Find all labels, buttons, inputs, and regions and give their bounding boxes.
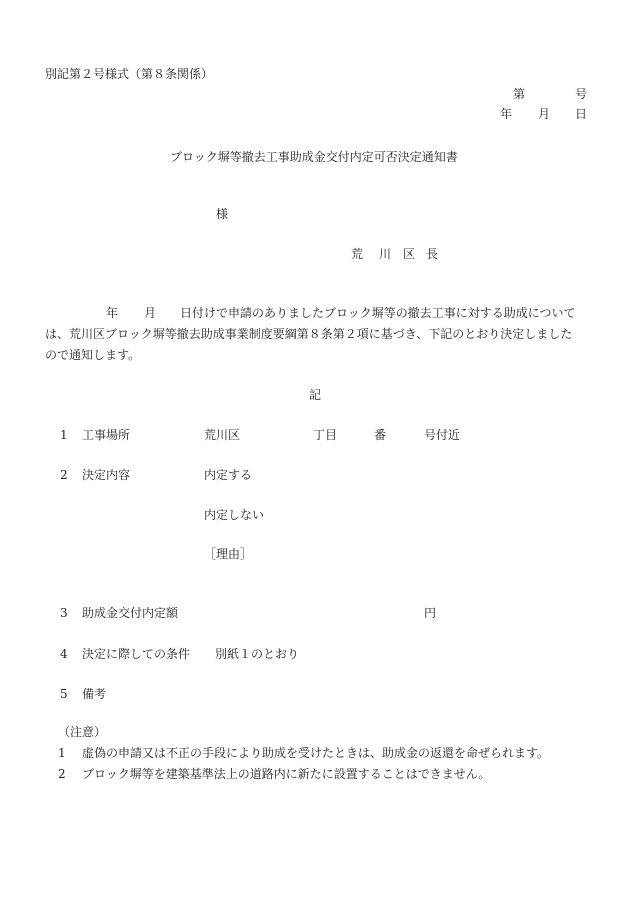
body-month: 月: [144, 306, 157, 320]
date-day: 日: [575, 107, 588, 121]
date-month: 月: [538, 107, 551, 121]
item1-number: 1: [60, 428, 68, 442]
item1-ward: 荒川区: [204, 428, 241, 442]
item2-reason: ［理由］: [204, 547, 253, 561]
item2-option-approve: 内定する: [204, 468, 253, 482]
item3-label: 助成金交付内定額: [82, 606, 179, 620]
issuer-char-2: 川: [379, 247, 392, 261]
form-id: 別記第２号様式（第８条関係）: [45, 67, 214, 81]
body-line-1: 日付けで申請のありましたブロック塀等の撤去工事に対する助成について: [180, 306, 576, 320]
issuer-char-1: 荒: [351, 247, 364, 261]
body-line-3: ので通知します。: [45, 348, 141, 362]
body-year: 年: [106, 306, 119, 320]
ki-heading: 記: [309, 388, 322, 402]
notes-heading: （注意）: [58, 725, 107, 739]
item1-chome: 丁目: [313, 428, 338, 442]
item5-number: 5: [60, 687, 68, 701]
item2-label: 決定内容: [82, 468, 131, 482]
document-title: ブロック塀等撤去工事助成金交付内定可否決定通知書: [170, 150, 458, 164]
number-prefix: 第: [513, 87, 526, 101]
item2-number: 2: [60, 468, 68, 482]
item4-number: 4: [60, 647, 68, 661]
date-year: 年: [500, 107, 513, 121]
note-1-number: 1: [58, 746, 66, 760]
item3-number: 3: [60, 606, 68, 620]
item5-label: 備考: [82, 687, 107, 701]
item4-value: 別紙１のとおり: [215, 647, 300, 661]
item2-option-deny: 内定しない: [204, 508, 265, 522]
issuer-char-4: 長: [426, 247, 439, 261]
item3-unit: 円: [424, 606, 437, 620]
item1-label: 工事場所: [82, 428, 131, 442]
body-line-2: は、荒川区ブロック塀等撤去助成事業制度要綱第８条第２項に基づき、下記のとおり決定しました: [45, 327, 573, 341]
issuer-char-3: 区: [403, 247, 416, 261]
item1-ban: 番: [374, 428, 387, 442]
item1-go: 号付近: [424, 428, 461, 442]
note-2-number: 2: [58, 767, 66, 781]
note-2-text: ブロック塀等を建築基準法上の道路内に新たに設置することはできません。: [82, 767, 491, 781]
item4-label: 決定に際しての条件: [82, 647, 191, 661]
number-suffix: 号: [575, 87, 588, 101]
addressee-honorific: 様: [216, 207, 229, 221]
note-1-text: 虚偽の申請又は不正の手段により助成を受けたときは、助成金の返還を命ぜられます。: [82, 746, 550, 760]
